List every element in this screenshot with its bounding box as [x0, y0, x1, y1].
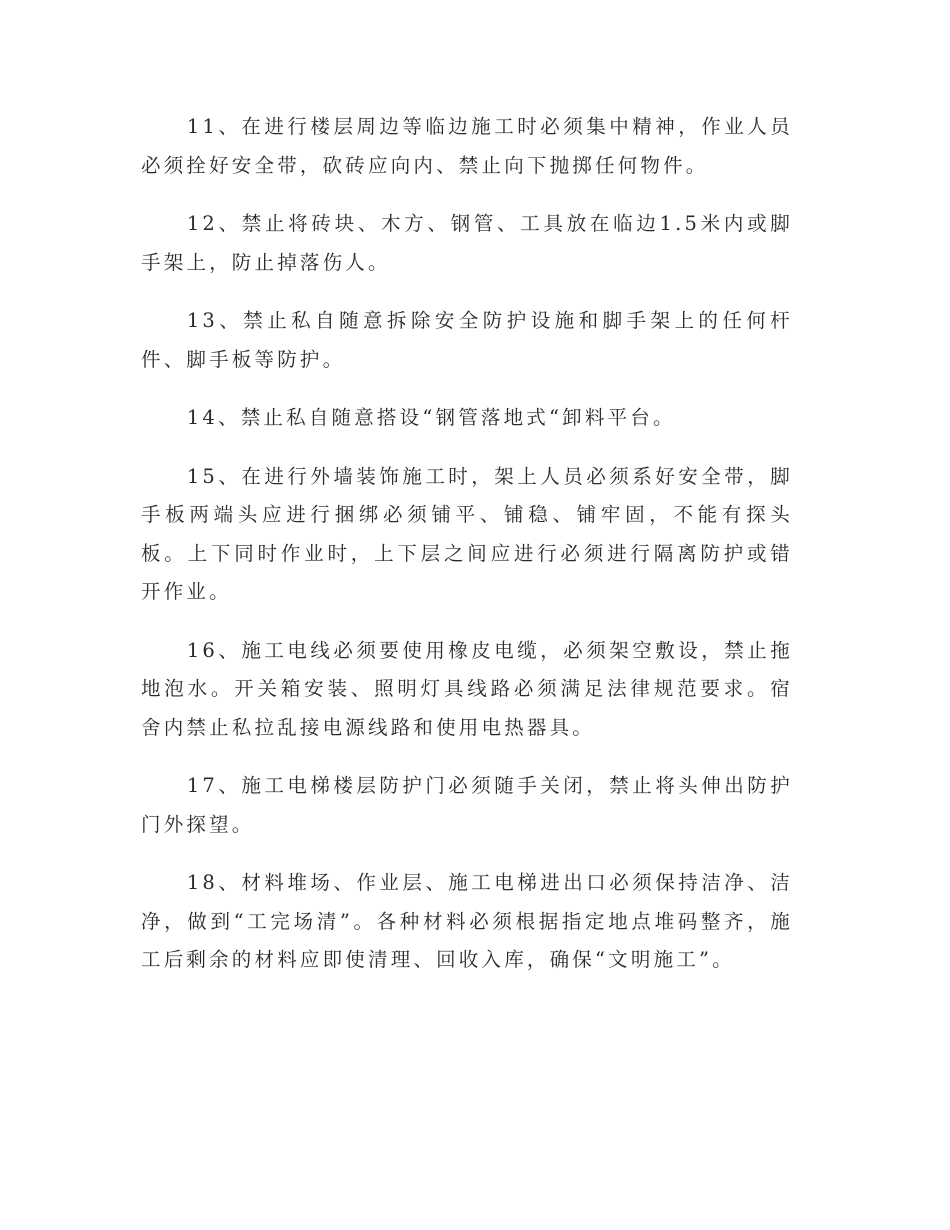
paragraph-16: 16、施工电线必须要使用橡皮电缆，必须架空敷设，禁止拖地泡水。开关箱安装、照明灯具线路必须满足法律规范要求。宿舍内禁止私拉乱接电源线路和使用电热器具。: [141, 638, 793, 739]
paragraph-11: 11、在进行楼层周边等临边施工时必须集中精神，作业人员必须拴好安全带，砍砖应向内、禁止向下抛掷任何物件。: [141, 115, 793, 177]
paragraph-15: 15、在进行外墙装饰施工时，架上人员必须系好安全带，脚手板两端头应进行捆绑必须铺平、铺稳、铺牢固，不能有探头板。上下同时作业时，上下层之间应进行必须进行隔离防护或错开作业。: [141, 464, 793, 603]
paragraph-17: 17、施工电梯楼层防护门必须随手关闭，禁止将头伸出防护门外探望。: [141, 774, 793, 836]
paragraph-14: 14、禁止私自随意搭设“钢管落地式“卸料平台。: [186, 406, 676, 429]
paragraph-18: 18、材料堆场、作业层、施工电梯进出口必须保持洁净、洁净，做到“工完场清”。各种材料必须根据指定地点堆码整齐，施工后剩余的材料应即使清理、回收入库，确保“文明施工”。: [141, 871, 793, 971]
document-body: [141, 108, 793, 1000]
paragraph-12: 12、禁止将砖块、木方、钢管、工具放在临边1.5米内或脚手架上，防止掉落伤人。: [141, 212, 793, 274]
paragraph-13: 13、禁止私自随意拆除安全防护设施和脚手架上的任何杆件、脚手板等防护。: [141, 309, 793, 371]
